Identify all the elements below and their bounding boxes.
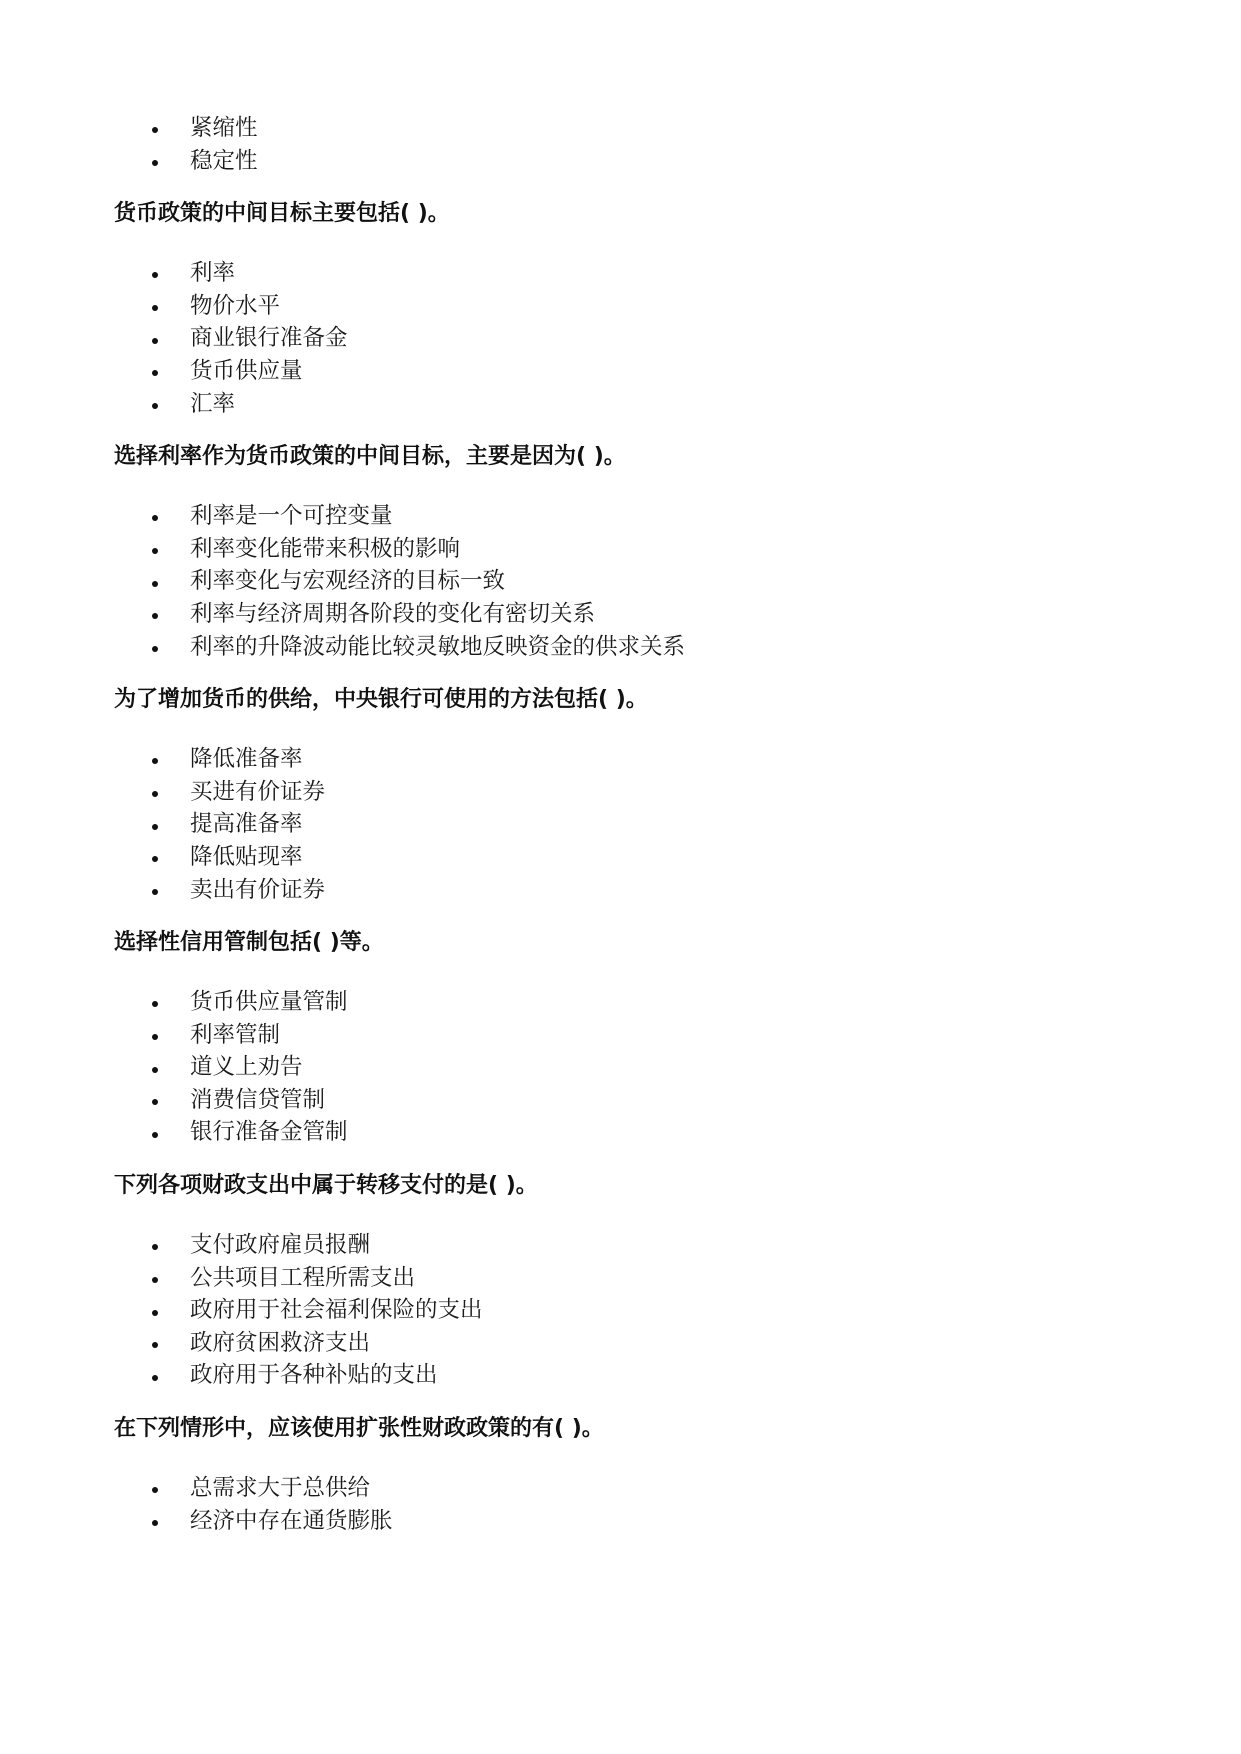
bullet-icon	[152, 370, 158, 376]
bullet-icon	[152, 1277, 158, 1283]
question-2-heading: 选择利率作为货币政策的中间目标，主要是因为( )。	[114, 444, 626, 470]
question-6-heading: 在下列情形中，应该使用扩张性财政政策的有( )。	[114, 1416, 604, 1442]
bullet-icon	[152, 272, 158, 278]
option-text: 政府用于社会福利保险的支出	[190, 1297, 483, 1324]
list-item	[114, 874, 1164, 907]
bullet-icon	[152, 1520, 158, 1526]
list-item	[114, 1116, 1164, 1149]
list-item	[114, 290, 1164, 323]
list-item	[114, 598, 1164, 631]
option-list-6	[114, 1472, 1164, 1537]
list-item	[114, 1294, 1164, 1327]
bullet-icon	[152, 1067, 158, 1073]
question-3-heading: 为了增加货币的供给，中央银行可使用的方法包括( )。	[114, 687, 648, 713]
list-item	[114, 986, 1164, 1019]
bullet-icon	[152, 403, 158, 409]
list-item	[114, 631, 1164, 664]
option-text: 卖出有价证券	[190, 876, 326, 903]
option-text: 货币供应量管制	[190, 989, 348, 1016]
document-page	[114, 112, 1164, 1537]
bullet-icon	[152, 548, 158, 554]
bullet-icon	[152, 824, 158, 830]
question-4-heading: 选择性信用管制包括( )等。	[114, 930, 384, 956]
list-item	[114, 1084, 1164, 1117]
list-item	[114, 1229, 1164, 1262]
bullet-icon	[152, 1132, 158, 1138]
bullet-icon	[152, 1375, 158, 1381]
bullet-icon	[152, 1310, 158, 1316]
option-text: 稳定性	[190, 147, 258, 174]
option-text: 利率是一个可控变量	[190, 503, 393, 530]
option-text: 利率的升降波动能比较灵敏地反映资金的供求关系	[190, 633, 686, 660]
list-item	[114, 841, 1164, 874]
list-item	[114, 1051, 1164, 1084]
list-item	[114, 533, 1164, 566]
option-text: 汇率	[190, 390, 236, 417]
option-text: 紧缩性	[190, 115, 258, 141]
option-list-2	[114, 500, 1164, 663]
list-item	[114, 565, 1164, 598]
bullet-icon	[152, 856, 158, 862]
bullet-icon	[152, 581, 158, 587]
option-text: 政府用于各种补贴的支出	[190, 1362, 438, 1389]
bullet-icon	[152, 1099, 158, 1105]
list-item	[114, 145, 1164, 178]
option-list-3	[114, 743, 1164, 906]
option-list-1	[114, 257, 1164, 420]
bullet-icon	[152, 1342, 158, 1348]
list-item	[114, 1359, 1164, 1392]
option-text: 总需求大于总供给	[190, 1475, 371, 1502]
option-text: 公共项目工程所需支出	[190, 1264, 416, 1291]
question-5-heading: 下列各项财政支出中属于转移支付的是( )。	[114, 1173, 538, 1199]
option-text: 买进有价证券	[190, 778, 326, 805]
question-1-heading: 货币政策的中间目标主要包括( )。	[114, 201, 450, 227]
option-list-lead	[114, 112, 1164, 177]
option-text: 降低贴现率	[190, 843, 303, 870]
bullet-icon	[152, 1487, 158, 1493]
option-text: 利率变化能带来积极的影响	[190, 535, 461, 562]
bullet-icon	[152, 791, 158, 797]
option-text: 货币供应量	[190, 357, 303, 384]
option-text: 经济中存在通货膨胀	[190, 1507, 393, 1534]
list-item	[114, 322, 1164, 355]
option-text: 政府贫困救济支出	[190, 1329, 371, 1356]
list-item	[114, 1472, 1164, 1505]
list-item	[114, 355, 1164, 388]
option-text: 物价水平	[190, 292, 281, 319]
option-text: 消费信贷管制	[190, 1086, 326, 1113]
list-item	[114, 808, 1164, 841]
list-item	[114, 1262, 1164, 1295]
option-text: 利率管制	[190, 1021, 281, 1048]
bullet-icon	[152, 1001, 158, 1007]
bullet-icon	[152, 1244, 158, 1250]
bullet-icon	[152, 613, 158, 619]
bullet-icon	[152, 515, 158, 521]
option-text: 利率	[190, 260, 236, 287]
bullet-icon	[152, 646, 158, 652]
option-text: 道义上劝告	[190, 1054, 303, 1081]
option-list-5	[114, 1229, 1164, 1392]
bullet-icon	[152, 305, 158, 311]
bullet-icon	[152, 758, 158, 764]
option-text: 商业银行准备金	[190, 325, 348, 352]
bullet-icon	[152, 127, 158, 133]
list-item	[114, 500, 1164, 533]
option-text: 利率变化与宏观经济的目标一致	[190, 568, 506, 595]
option-text: 利率与经济周期各阶段的变化有密切关系	[190, 600, 596, 627]
list-item	[114, 388, 1164, 421]
list-item	[114, 112, 1164, 145]
list-item	[114, 257, 1164, 290]
bullet-icon	[152, 1034, 158, 1040]
option-text: 支付政府雇员报酬	[190, 1232, 371, 1259]
list-item	[114, 776, 1164, 809]
list-item	[114, 1505, 1164, 1538]
option-text: 提高准备率	[190, 811, 303, 838]
option-text: 降低准备率	[190, 746, 303, 773]
bullet-icon	[152, 160, 158, 166]
list-item	[114, 743, 1164, 776]
bullet-icon	[152, 338, 158, 344]
option-list-4	[114, 986, 1164, 1149]
list-item	[114, 1019, 1164, 1052]
option-text: 银行准备金管制	[190, 1119, 348, 1146]
list-item	[114, 1327, 1164, 1360]
bullet-icon	[152, 889, 158, 895]
